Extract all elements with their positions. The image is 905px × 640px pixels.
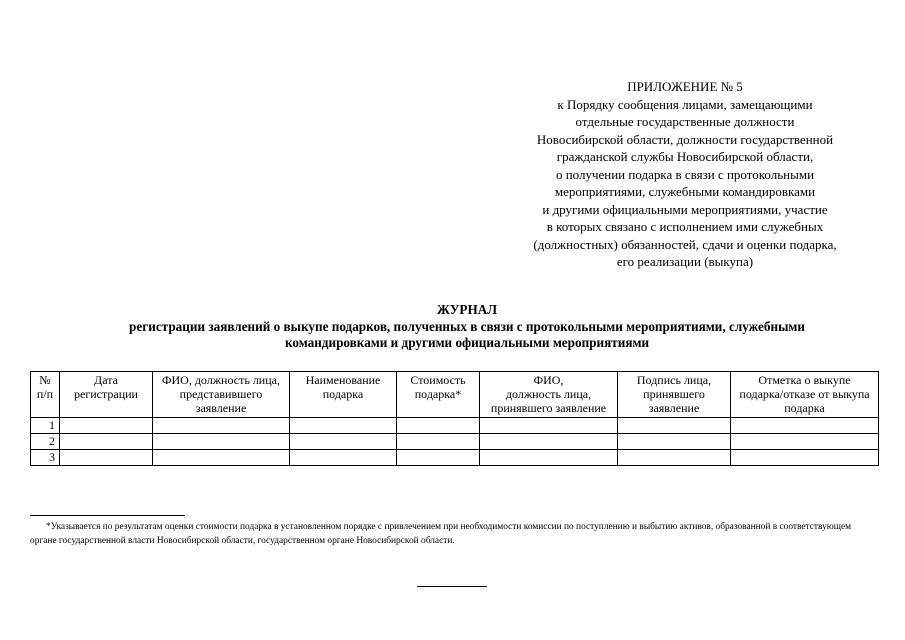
- table-cell: [480, 450, 618, 466]
- journal-heading: ЖУРНАЛ: [436, 302, 498, 317]
- table-cell-number: 3: [31, 450, 60, 466]
- column-header-gift-name: Наименование подарка: [290, 372, 397, 418]
- appendix-line: гражданской службы Новосибирской области,: [556, 149, 814, 164]
- table-row: [31, 434, 879, 450]
- table-cell: [153, 418, 290, 434]
- appendix-line: (должностных) обязанностей, сдачи и оценки подарка,: [533, 236, 837, 252]
- column-header-applicant: ФИО, должность лица, представившего заявление: [153, 372, 290, 418]
- table-cell: [290, 434, 397, 450]
- table-row: [31, 418, 879, 434]
- table-cell: [618, 434, 731, 450]
- journal-subtitle-line: регистрации заявлений о выкупе подарков, полученных в связи с протокольными мероприятиями, служебными: [129, 318, 805, 334]
- column-header-purchase-mark: Отметка о выкупе подарка/отказе от выкупа подарка: [731, 372, 879, 418]
- journal-table: [30, 371, 879, 466]
- end-of-document-rule: [417, 586, 487, 587]
- table-cell: [480, 434, 618, 450]
- table-cell: [397, 418, 480, 434]
- table-cell: [397, 434, 480, 450]
- table-cell: [618, 418, 731, 434]
- table-cell: [153, 434, 290, 450]
- table-cell: [731, 418, 879, 434]
- table-cell: [290, 450, 397, 466]
- appendix-line: Новосибирской области, должности государственной: [536, 131, 834, 147]
- footnote-divider: [30, 515, 185, 516]
- appendix-line: о получении подарка в связи с протокольными: [555, 166, 815, 182]
- column-header-number: № п/п: [31, 372, 60, 418]
- table-cell: [60, 450, 153, 466]
- appendix-line: отдельные государственные должности: [575, 114, 795, 129]
- table-cell: [731, 434, 879, 450]
- column-header-receiver-signature: Подпись лица, принявшего заявление: [618, 372, 731, 418]
- table-cell: [397, 450, 480, 466]
- table-cell: [60, 418, 153, 434]
- appendix-line: мероприятиями, служебными командировками: [554, 184, 816, 199]
- table-cell: [731, 450, 879, 466]
- column-header-gift-value: Стоимость подарка*: [397, 372, 480, 418]
- appendix-line: к Порядку сообщения лицами, замещающими: [557, 96, 813, 112]
- appendix-line: в которых связано с исполнением ими служебных: [546, 219, 824, 234]
- appendix-title: ПРИЛОЖЕНИЕ № 5: [627, 79, 743, 94]
- column-header-receiver: ФИО, должность лица, принявшего заявление: [480, 372, 618, 418]
- column-header-registration-date: Дата регистрации: [60, 372, 153, 418]
- footnote-text: *Указывается по результатам оценки стоимости подарка в установленном порядке с привлечением при необходимости комиссии по поступлению и выбытию активов, образованной в соответствующем органе государственной власти Новосибирской области, государственном органе Новосибирской области.: [30, 522, 852, 546]
- table-cell: [290, 418, 397, 434]
- appendix-line: его реализации (выкупа): [616, 254, 754, 269]
- appendix-line: и другими официальными мероприятиями, участие: [542, 201, 828, 217]
- journal-subtitle-line: командировками и другими официальными мероприятиями: [284, 335, 650, 350]
- table-row: [31, 450, 879, 466]
- table-cell: [153, 450, 290, 466]
- table-cell: [618, 450, 731, 466]
- journal-title-block: [30, 302, 904, 352]
- table-header-row: [31, 372, 879, 418]
- table-cell-number: 2: [31, 434, 60, 450]
- appendix-block: [500, 78, 870, 271]
- table-cell: [480, 418, 618, 434]
- table-cell-number: 1: [31, 418, 60, 434]
- table-cell: [60, 434, 153, 450]
